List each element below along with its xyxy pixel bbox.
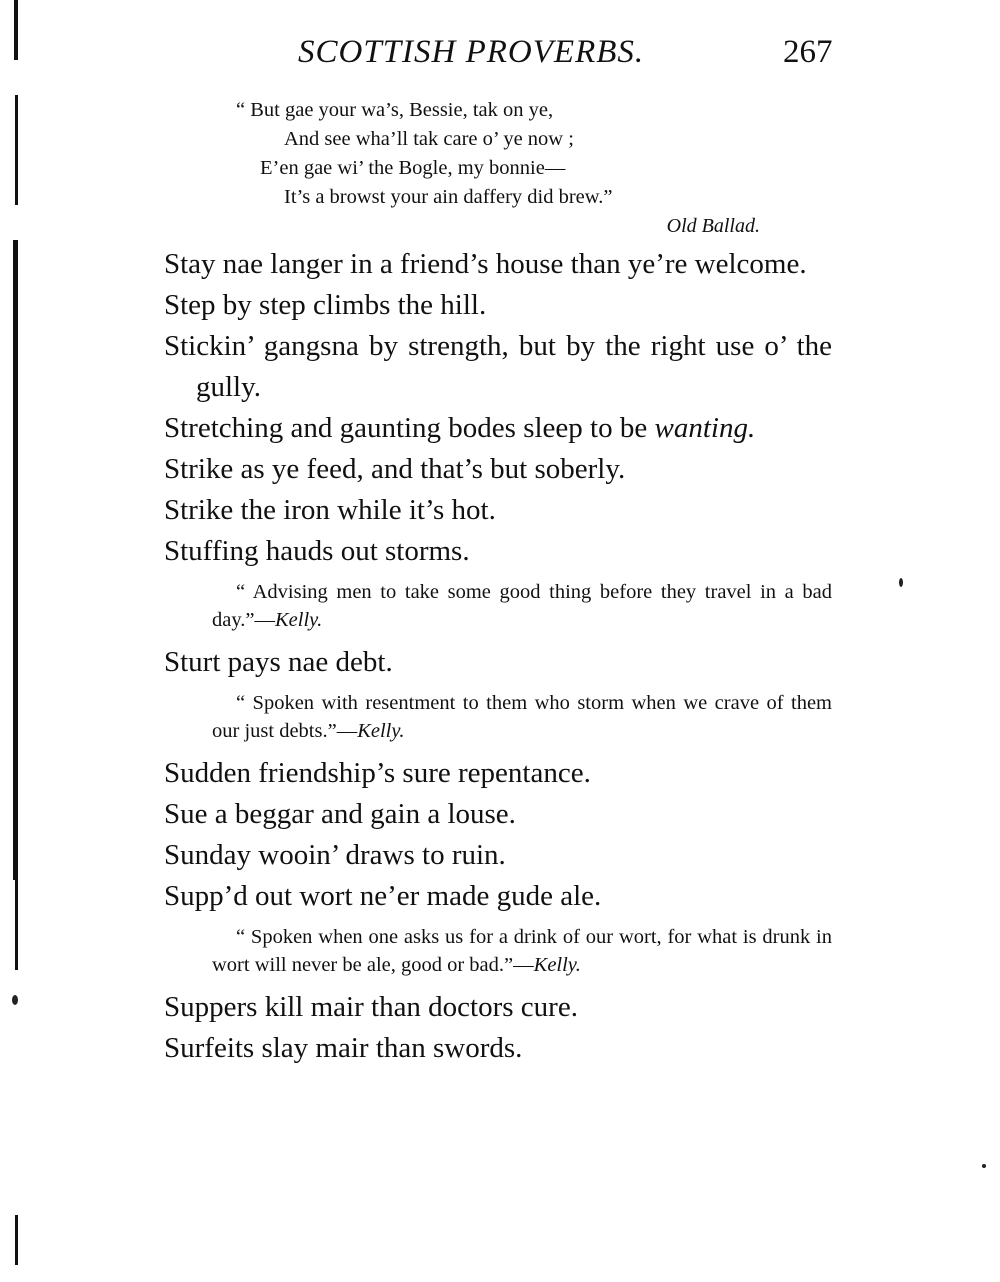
ballad-quotation [236,96,796,212]
proverb: Strike as ye feed, and that’s but soberly. [164,453,626,485]
proverb: Sunday wooin’ draws to ruin. [164,839,506,871]
scan-speck [982,1164,986,1168]
proverb: Stuffing hauds out storms. [164,535,470,567]
poem-attribution: Old Ballad. [666,215,760,237]
proverb: Sue a beggar and gain a louse. [164,798,516,830]
proverb-text: Stretching and gaunting bodes sleep to be [164,412,648,444]
binding-edge-mark [15,880,18,970]
proverb: Surfeits slay mair than swords. [164,1032,523,1064]
poem-line: And see wha’ll tak care o’ ye now ; [284,128,574,150]
proverb [164,408,832,449]
note-source: Kelly. [357,720,405,742]
binding-edge-mark [13,240,18,880]
binding-edge-mark [15,1215,18,1265]
running-header [0,30,1000,74]
scan-speck [899,578,903,587]
proverb: Supp’d out wort ne’er made gude ale. [164,880,602,912]
proverb: Step by step climbs the hill. [164,289,487,321]
binding-edge-mark [15,95,18,205]
proverb-note [212,923,832,979]
note-source: Kelly. [533,954,581,976]
proverb: Strike the iron while it’s hot. [164,494,496,526]
proverb-note [212,578,832,634]
proverb: Sturt pays nae debt. [164,646,393,678]
note-source: Kelly. [275,609,323,631]
proverb-list [164,244,832,1069]
poem-line: “ But gae your wa’s, Bessie, tak on ye, [236,99,554,121]
note-text: “ Advising men to take some good thing before they travel in a bad day.”— [212,581,832,631]
proverb-note [212,689,832,745]
page-number: 267 [783,34,833,70]
running-title: SCOTTISH PROVERBS. [298,34,645,70]
proverb: Sudden friendship’s sure repentance. [164,757,591,789]
proverb: Stickin’ gangsna by strength, but by the right use o’ the gully. [164,330,832,403]
proverb: Stay nae langer in a friend’s house than ye’re welcome. [164,248,807,280]
scan-speck [12,995,18,1005]
poem-line: E’en gae wi’ the Bogle, my bonnie— [260,157,566,179]
poem-line: It’s a browst your ain daffery did brew.” [284,186,613,208]
proverb-italic-word: wanting. [654,412,756,444]
note-text: “ Spoken with resentment to them who storm when we crave of them our just debts.”— [212,692,832,742]
proverb: Suppers kill mair than doctors cure. [164,991,578,1023]
note-text: “ Spoken when one asks us for a drink of our wort, for what is drunk in wort will never be ale, good or bad.”— [212,926,832,976]
